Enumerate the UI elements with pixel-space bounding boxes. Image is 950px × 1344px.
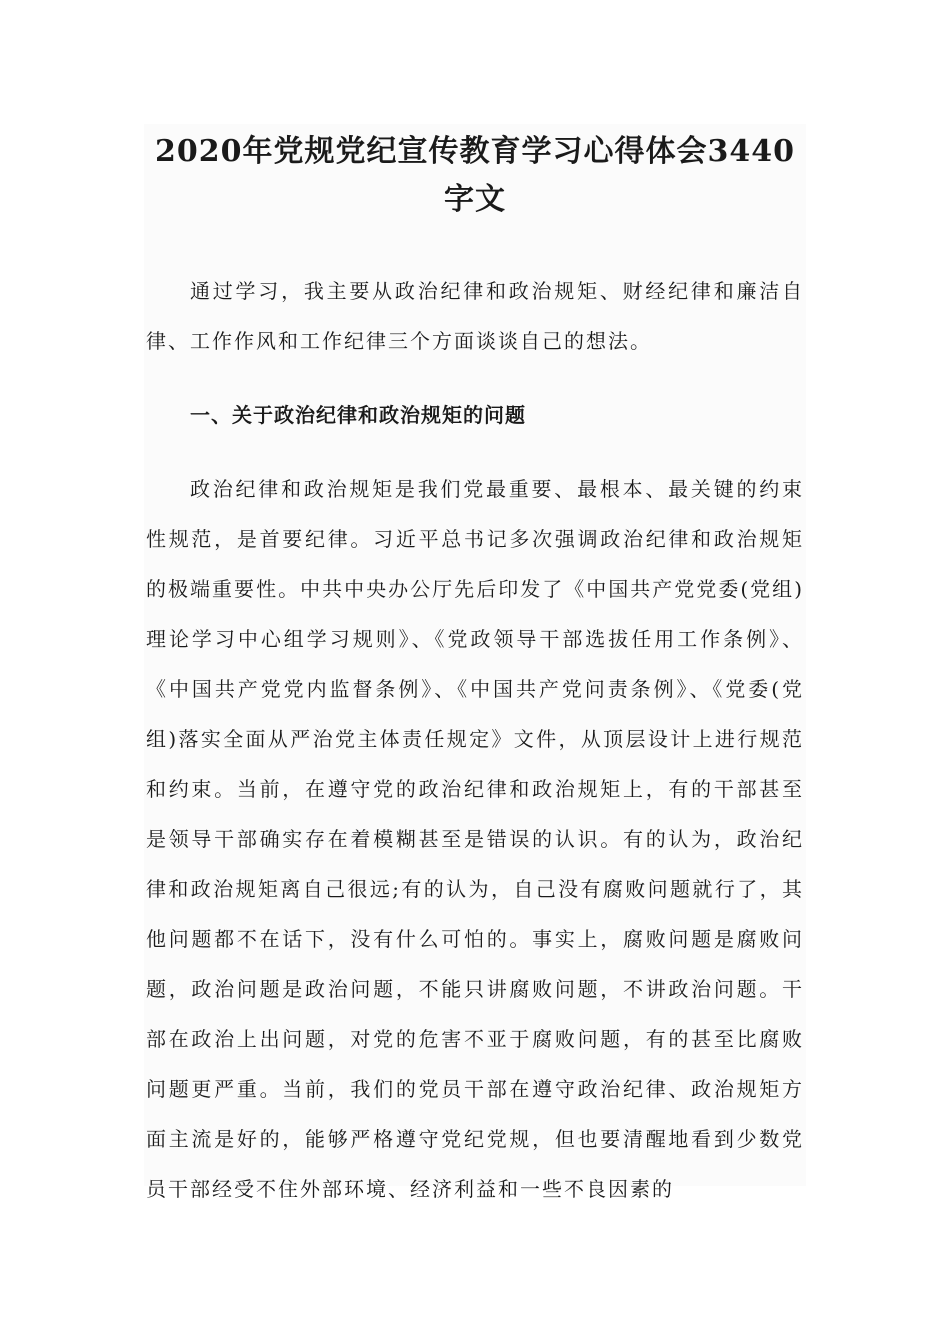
body-paragraph: 政治纪律和政治规矩是我们党最重要、最根本、最关键的约束性规范，是首要纪律。习近平总书记多次强调政治纪律和政治规矩的极端重要性。中共中央办公厅先后印发了《中国共产党党委(党组)理论学习中心组学习规则》、《党政领导干部选拔任用工作条例》、《中国共产党党内监督条例》、《中国共产党问责条例》、《党委(党组)落实全面从严治党主体责任规定》文件，从顶层设计上进行规范和约束。当前，在遵守党的政治纪律和政治规矩上，有的干部甚至是领导干部确实存在着模糊甚至是错误的认识。有的认为，政治纪律和政治规矩离自己很远;有的认为，自己没有腐败问题就行了，其他问题都不在话下，没有什么可怕的。事实上，腐败问题是腐败问题，政治问题是政治问题，不能只讲腐败问题，不讲政治问题。干部在政治上出问题，对党的危害不亚于腐败问题，有的甚至比腐败问题更严重。当前，我们的党员干部在遵守政治纪律、政治规矩方面主流是好的，能够严格遵守党纪党规，但也要清醒地看到少数党员干部经受不住外部环境、经济利益和一些不良因素的 <box>146 477 804 1201</box>
document-body <box>146 128 804 1214</box>
intro-paragraph: 通过学习，我主要从政治纪律和政治规矩、财经纪律和廉洁自律、工作作风和工作纪律三个方面谈谈自己的想法。 <box>146 279 804 353</box>
section-heading: 一、关于政治纪律和政治规矩的问题 <box>190 403 526 427</box>
document-title: 2020年党规党纪宣传教育学习心得体会3440字文 <box>155 134 795 217</box>
